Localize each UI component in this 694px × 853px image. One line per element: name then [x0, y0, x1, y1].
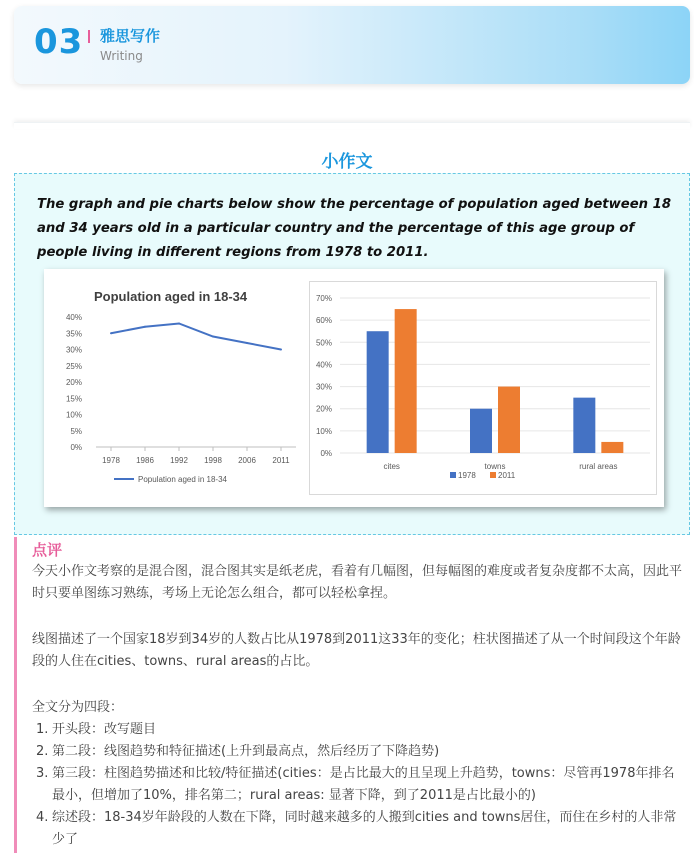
x-tick-label: 2011: [272, 456, 290, 465]
data-point: [212, 336, 214, 338]
page-heading: 小作文: [321, 152, 373, 172]
x-tick-label: 1986: [136, 456, 154, 465]
bar: [498, 387, 520, 453]
list-number: 4.: [36, 810, 49, 825]
line-chart: [44, 269, 304, 507]
list-number: 2.: [36, 744, 49, 759]
section-banner: [14, 6, 690, 84]
x-tick-label: towns: [484, 462, 506, 471]
task-prompt: The graph and pie charts below show the percentage of population aged between 18 and 34 years old in a particular country and the percentage of this age group of people living in different regions from 1978 to 2011.: [37, 197, 672, 260]
y-tick-label: 10%: [315, 426, 332, 436]
data-point: [178, 323, 180, 325]
section-subtitle: Writing: [100, 49, 143, 63]
y-tick-label: 10%: [65, 410, 82, 420]
legend-label: 1978: [458, 471, 476, 480]
x-tick-label: rural areas: [579, 462, 618, 471]
bar: [573, 398, 595, 453]
y-tick-label: 40%: [65, 313, 82, 322]
bar: [395, 309, 417, 453]
list-number: 3.: [36, 766, 49, 781]
list-item: 开头段：改写题目: [52, 722, 157, 737]
list-number: 1.: [36, 722, 49, 737]
legend-swatch: [490, 472, 496, 478]
comment-section: [14, 537, 690, 853]
chart-title: Population aged in 18-34: [94, 289, 248, 304]
bar-chart: [310, 282, 656, 494]
bar-chart-panel: [309, 281, 657, 495]
list-item: 综述段：18-34岁年龄段的人数在下降，同时越来越多的人搬到cities and towns居住，而住在乡村的人非常少了: [52, 810, 677, 847]
comment-accent-bar: [14, 537, 17, 853]
y-tick-label: 35%: [65, 329, 82, 339]
data-point: [246, 342, 248, 344]
y-tick-label: 30%: [65, 345, 82, 355]
data-point: [144, 326, 146, 328]
x-tick-label: 1978: [102, 456, 120, 465]
list-item: 第三段：柱图趋势描述和比较/特征描述(cities：是占比最大的且呈现上升趋势，towns：尽管再1978年排名最小，但增加了10%，排名第二；rural areas: 显著下降，到了2011是占比最小的): [52, 766, 675, 803]
section-number: 03: [34, 22, 84, 62]
legend-label: 2011: [498, 471, 516, 480]
content-divider: [14, 122, 690, 129]
y-tick-label: 0%: [320, 449, 332, 458]
bar: [367, 331, 389, 453]
bar: [470, 409, 492, 453]
chart-image: [44, 269, 664, 507]
y-tick-label: 50%: [315, 338, 332, 348]
legend-label: Population aged in 18-34: [138, 475, 227, 484]
comment-title: 点评: [32, 541, 63, 559]
section-divider: [88, 30, 90, 43]
list-item: 第二段：线图趋势和特征描述(上升到最高点，然后经历了下降趋势): [52, 744, 440, 759]
y-tick-label: 25%: [65, 361, 82, 371]
y-tick-label: 70%: [315, 294, 332, 303]
y-tick-label: 20%: [315, 404, 332, 414]
y-tick-label: 60%: [315, 316, 332, 326]
y-tick-label: 20%: [65, 378, 82, 387]
comment-paragraph-1: 今天小作文考察的是混合图，混合图其实是纸老虎，看着有几幅图，但每幅图的难度或者复杂度都不太高，因此平时只要单图练习熟练，考场上无论怎么组合，都可以轻松拿捏。: [32, 564, 683, 601]
x-tick-label: 1998: [204, 456, 222, 465]
bar: [601, 442, 623, 453]
x-tick-label: 1992: [170, 456, 188, 465]
y-tick-label: 30%: [315, 382, 332, 392]
x-tick-label: 2006: [238, 456, 256, 465]
data-point: [280, 349, 282, 351]
y-tick-label: 5%: [70, 426, 82, 436]
section-title: 雅思写作: [100, 27, 161, 45]
data-point: [110, 332, 112, 334]
comment-paragraph-2: 线图描述了一个国家18岁到34岁的人数占比从1978到2011这33年的变化；柱状图描述了从一个时间段这个年龄段的人住在cities、towns、rural areas的占比。: [32, 632, 681, 669]
y-tick-label: 15%: [65, 394, 82, 404]
legend-swatch: [450, 472, 456, 478]
comment-paragraph-3: 全文分为四段：: [32, 700, 124, 715]
task-box: [14, 173, 690, 535]
series-line: [111, 324, 281, 350]
y-tick-label: 40%: [315, 360, 332, 370]
y-tick-label: 0%: [70, 443, 82, 452]
x-tick-label: cites: [383, 462, 400, 471]
